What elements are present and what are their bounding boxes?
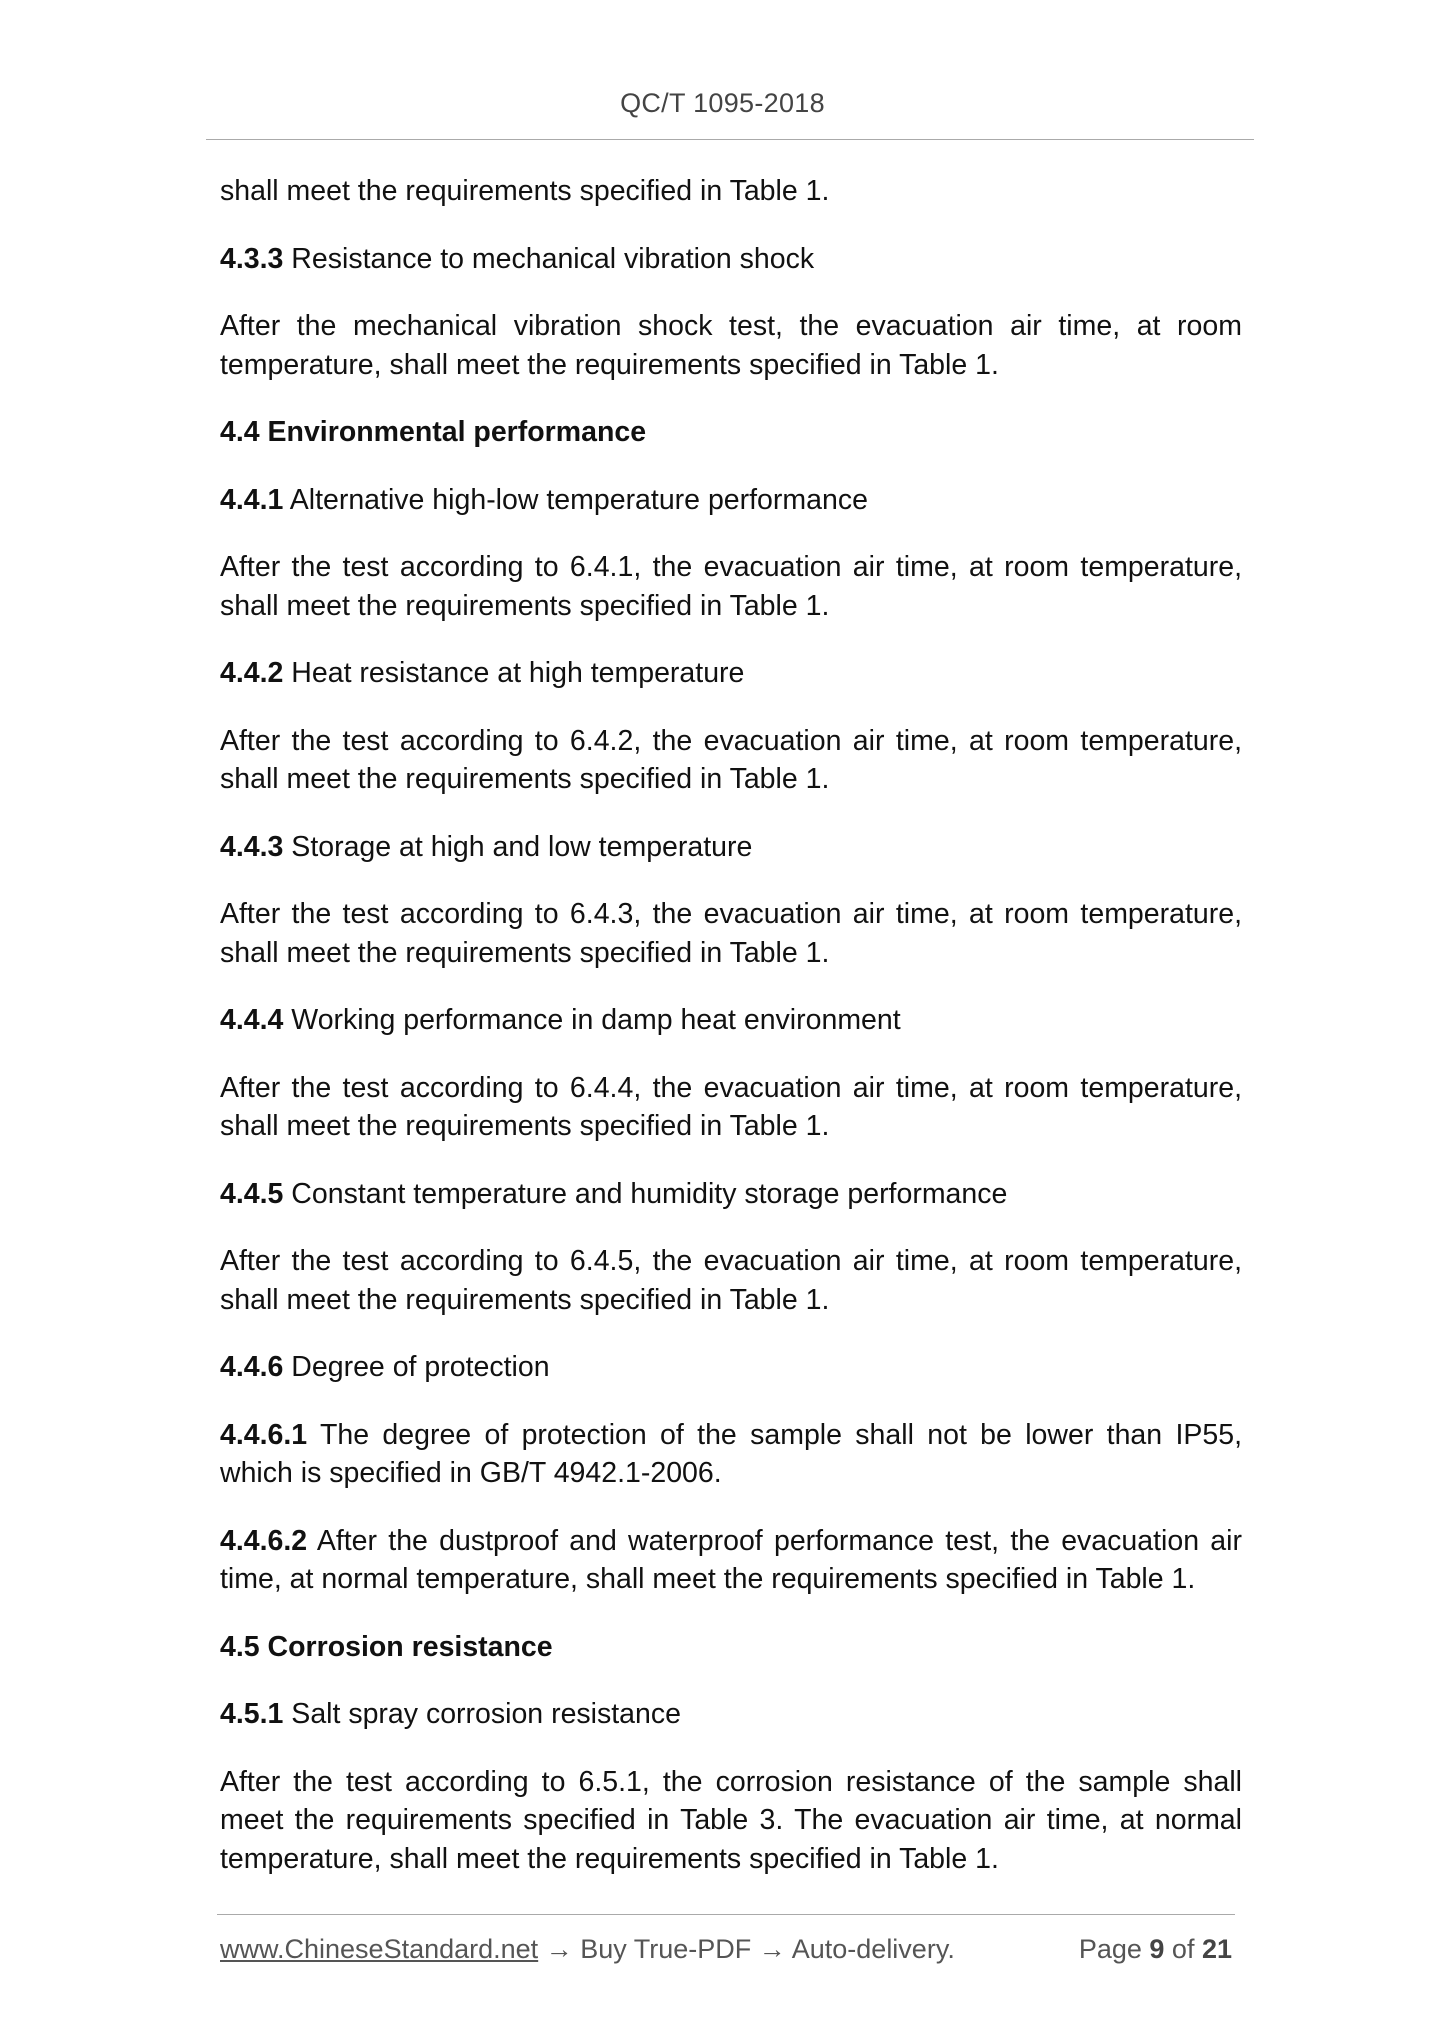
page-number: 9 [1149, 1934, 1165, 1964]
section-heading-4-4-4: 4.4.4 Working performance in damp heat environment [220, 1004, 901, 1036]
promo-text: → Buy True-PDF → Auto-delivery. [538, 1934, 955, 1964]
header-divider [206, 139, 1254, 140]
paragraph: After the mechanical vibration shock test, the evacuation air time, at room temperature, shall meet the requirements specified in Table 1. [220, 310, 1242, 381]
section-heading-4-3-3: 4.3.3 Resistance to mechanical vibration shock [220, 242, 815, 275]
footer-divider [217, 1914, 1235, 1915]
paragraph: After the test according to 6.4.2, the evacuation air time, at room temperature, shall meet the requirements specified in Table 1. [220, 724, 1242, 795]
section-heading-4-4-6: 4.4.6 Degree of protection [220, 1351, 550, 1383]
page-counter: Page 9 of 21 [1078, 1934, 1232, 1964]
section-number: 4.4.3 [220, 830, 284, 863]
section-heading-4-4-5: 4.4.5 Constant temperature and humidity storage performance [220, 1177, 1008, 1210]
total-pages: 21 [1201, 1934, 1232, 1964]
paragraph: After the test according to 6.4.1, the evacuation air time, at room temperature, shall meet the requirements specified in Table 1. [220, 551, 1242, 622]
section-heading-4-4-3: 4.4.3 Storage at high and low temperature [220, 830, 753, 863]
document-body [220, 172, 1242, 1907]
page-header [0, 88, 1445, 119]
page-footer [220, 1934, 1232, 1965]
paragraph: After the test according to 6.4.3, the evacuation air time, at room temperature, shall meet the requirements specified in Table 1. [220, 898, 1242, 969]
section-number: 4.4.2 [220, 657, 284, 689]
section-number: 4.3.3 [220, 242, 284, 275]
section-number: 4.4.6.2 [220, 1524, 308, 1557]
section-number: 4.4.6 [220, 1351, 284, 1383]
paragraph: After the test according to 6.5.1, the corrosion resistance of the sample shall meet the requirements specified in Table 3. The evacuation air time, at normal temperature, shall meet the requirements specified in Table 1. [220, 1765, 1242, 1875]
clause-4-4-6-1: 4.4.6.1 The degree of protection of the sample shall not be lower than IP55, which is specified in GB/T 4942.1-2006. [220, 1418, 1242, 1489]
paragraph: After the test according to 6.4.5, the evacuation air time, at room temperature, shall meet the requirements specified in Table 1. [220, 1245, 1242, 1316]
paragraph: shall meet the requirements specified in Table 1. [220, 175, 830, 207]
document-code: QC/T 1095-2018 [620, 88, 825, 118]
section-heading-4-4-1: 4.4.1 Alternative high-low temperature performance [220, 483, 868, 516]
section-number: 4.4.6.1 [220, 1418, 308, 1451]
section-heading-4-5-1: 4.5.1 Salt spray corrosion resistance [220, 1698, 681, 1730]
section-heading-4-5: 4.5 Corrosion resistance [220, 1630, 553, 1663]
section-number: 4.4.1 [220, 483, 284, 516]
paragraph: After the test according to 6.4.4, the evacuation air time, at room temperature, shall meet the requirements specified in Table 1. [220, 1071, 1242, 1142]
website-link[interactable]: www.ChineseStandard.net [220, 1934, 539, 1964]
section-heading-4-4: 4.4 Environmental performance [220, 416, 647, 448]
clause-4-4-6-2: 4.4.6.2 After the dustproof and waterproof performance test, the evacuation air time, at normal temperature, shall meet the requirements specified in Table 1. [220, 1524, 1242, 1595]
section-heading-4-4-2: 4.4.2 Heat resistance at high temperature [220, 657, 745, 689]
footer-promo [220, 1934, 955, 1965]
section-number: 4.4.5 [220, 1177, 284, 1210]
section-number: 4.4.4 [220, 1004, 284, 1036]
section-number: 4.5.1 [220, 1698, 284, 1730]
